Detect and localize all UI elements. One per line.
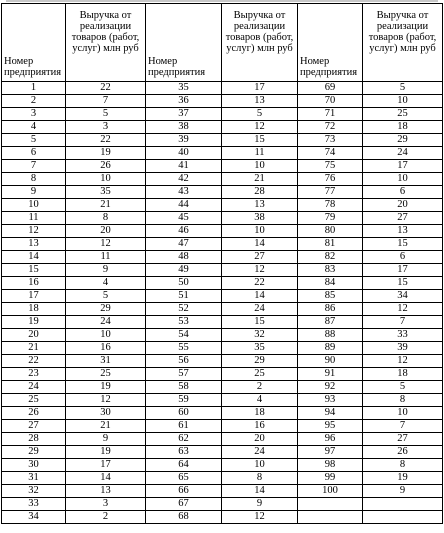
table-row: [2, 212, 443, 225]
revenue-cell: 5: [363, 381, 443, 394]
revenue-cell: 6: [363, 186, 443, 199]
table-row: [2, 251, 443, 264]
enterprise-number-cell: 89: [298, 342, 363, 355]
enterprise-number-cell: 34: [2, 511, 66, 524]
revenue-cell: 10: [66, 173, 146, 186]
revenue-cell: 10: [222, 459, 298, 472]
table-row: [2, 459, 443, 472]
table-row: [2, 316, 443, 329]
revenue-cell: 9: [363, 485, 443, 498]
enterprise-number-cell: 75: [298, 160, 363, 173]
enterprise-number-cell: 94: [298, 407, 363, 420]
revenue-cell: 9: [66, 264, 146, 277]
revenue-cell: 6: [363, 251, 443, 264]
table-row: [2, 108, 443, 121]
revenue-cell: 10: [222, 160, 298, 173]
enterprise-number-cell: 88: [298, 329, 363, 342]
enterprise-number-cell: 17: [2, 290, 66, 303]
enterprise-number-cell: 42: [146, 173, 222, 186]
revenue-cell: 20: [222, 433, 298, 446]
enterprise-number-cell: 84: [298, 277, 363, 290]
revenue-cell: 12: [66, 238, 146, 251]
enterprise-number-cell: 28: [2, 433, 66, 446]
enterprise-number-cell: 7: [2, 160, 66, 173]
enterprise-number-cell: 30: [2, 459, 66, 472]
revenue-cell: 9: [66, 433, 146, 446]
revenue-cell: 12: [222, 264, 298, 277]
header-revenue-2: Выручка от реализации товаров (работ, услуг) млн руб: [222, 4, 298, 82]
revenue-cell: 35: [66, 186, 146, 199]
enterprise-number-cell: 96: [298, 433, 363, 446]
revenue-cell: 24: [222, 446, 298, 459]
enterprise-number-cell: 56: [146, 355, 222, 368]
revenue-cell: 13: [222, 95, 298, 108]
revenue-cell: 8: [222, 472, 298, 485]
enterprise-number-cell: 49: [146, 264, 222, 277]
revenue-cell: 15: [222, 134, 298, 147]
enterprise-number-cell: 51: [146, 290, 222, 303]
enterprise-number-cell: 18: [2, 303, 66, 316]
revenue-cell: 12: [363, 355, 443, 368]
revenue-cell: 29: [222, 355, 298, 368]
enterprise-number-cell: 59: [146, 394, 222, 407]
enterprise-number-cell: 5: [2, 134, 66, 147]
enterprise-number-cell: 44: [146, 199, 222, 212]
revenue-cell: 13: [363, 225, 443, 238]
revenue-cell: 38: [222, 212, 298, 225]
revenue-cell: 11: [66, 251, 146, 264]
table-row: [2, 290, 443, 303]
enterprise-number-cell: 43: [146, 186, 222, 199]
enterprise-number-cell: 64: [146, 459, 222, 472]
revenue-cell: 3: [66, 121, 146, 134]
revenue-cell: [363, 498, 443, 511]
revenue-cell: 2: [66, 511, 146, 524]
revenue-cell: 20: [66, 225, 146, 238]
revenue-cell: 17: [363, 264, 443, 277]
revenue-cell: 19: [66, 147, 146, 160]
header-enterprise-number-2: Номер предприятия: [146, 4, 222, 82]
revenue-cell: 17: [66, 459, 146, 472]
revenue-cell: 33: [363, 329, 443, 342]
revenue-cell: 7: [363, 316, 443, 329]
enterprise-number-cell: 23: [2, 368, 66, 381]
enterprise-number-cell: 53: [146, 316, 222, 329]
enterprise-number-cell: 22: [2, 355, 66, 368]
enterprise-number-cell: 57: [146, 368, 222, 381]
table-row: [2, 147, 443, 160]
enterprise-number-cell: 45: [146, 212, 222, 225]
table-row: [2, 446, 443, 459]
revenue-cell: 25: [222, 368, 298, 381]
revenue-cell: 32: [222, 329, 298, 342]
enterprise-number-cell: 12: [2, 225, 66, 238]
enterprise-number-cell: 85: [298, 290, 363, 303]
revenue-cell: 22: [222, 277, 298, 290]
table-row: [2, 121, 443, 134]
enterprise-number-cell: 99: [298, 472, 363, 485]
enterprise-number-cell: 29: [2, 446, 66, 459]
revenue-cell: 3: [66, 498, 146, 511]
enterprise-number-cell: 4: [2, 121, 66, 134]
table-row: [2, 199, 443, 212]
revenue-cell: 11: [222, 147, 298, 160]
enterprise-number-cell: 71: [298, 108, 363, 121]
table-row: [2, 407, 443, 420]
enterprise-number-cell: 9: [2, 186, 66, 199]
revenue-cell: 15: [222, 316, 298, 329]
revenue-cell: 4: [66, 277, 146, 290]
enterprise-number-cell: 16: [2, 277, 66, 290]
header-row: [2, 4, 443, 82]
enterprise-number-cell: 80: [298, 225, 363, 238]
table-row: [2, 160, 443, 173]
enterprise-number-cell: 25: [2, 394, 66, 407]
revenue-cell: 12: [222, 121, 298, 134]
revenue-cell: 14: [66, 472, 146, 485]
table-row: [2, 225, 443, 238]
revenue-cell: 31: [66, 355, 146, 368]
enterprise-number-cell: 52: [146, 303, 222, 316]
enterprise-number-cell: 77: [298, 186, 363, 199]
revenue-cell: 8: [66, 212, 146, 225]
revenue-cell: 10: [66, 329, 146, 342]
revenue-cell: 5: [66, 290, 146, 303]
enterprise-number-cell: 10: [2, 199, 66, 212]
revenue-cell: 19: [363, 472, 443, 485]
table-row: [2, 134, 443, 147]
enterprise-number-cell: 92: [298, 381, 363, 394]
revenue-cell: 22: [66, 134, 146, 147]
enterprise-number-cell: 98: [298, 459, 363, 472]
table-row: [2, 342, 443, 355]
enterprise-number-cell: 33: [2, 498, 66, 511]
enterprise-number-cell: 62: [146, 433, 222, 446]
revenue-cell: 10: [363, 173, 443, 186]
revenue-cell: 29: [66, 303, 146, 316]
revenue-cell: 5: [66, 108, 146, 121]
revenue-cell: 14: [222, 290, 298, 303]
enterprise-number-cell: 95: [298, 420, 363, 433]
enterprise-number-cell: 60: [146, 407, 222, 420]
revenue-cell: 15: [363, 238, 443, 251]
enterprise-number-cell: 93: [298, 394, 363, 407]
revenue-cell: 12: [222, 511, 298, 524]
table-row: [2, 420, 443, 433]
revenue-cell: 7: [66, 95, 146, 108]
enterprise-number-cell: 86: [298, 303, 363, 316]
revenue-cell: 30: [66, 407, 146, 420]
enterprise-number-cell: 27: [2, 420, 66, 433]
revenue-cell: 26: [66, 160, 146, 173]
header-enterprise-number-1: Номер предприятия: [2, 4, 66, 82]
enterprise-number-cell: 36: [146, 95, 222, 108]
enterprise-number-cell: 46: [146, 225, 222, 238]
enterprise-number-cell: 1: [2, 82, 66, 95]
enterprise-number-cell: 40: [146, 147, 222, 160]
table-row: [2, 498, 443, 511]
enterprise-number-cell: 38: [146, 121, 222, 134]
table-row: [2, 264, 443, 277]
revenue-cell: 24: [66, 316, 146, 329]
enterprise-number-cell: 54: [146, 329, 222, 342]
enterprise-number-cell: 19: [2, 316, 66, 329]
revenue-cell: 9: [222, 498, 298, 511]
enterprise-number-cell: 79: [298, 212, 363, 225]
revenue-cell: 12: [66, 394, 146, 407]
revenue-cell: 7: [363, 420, 443, 433]
enterprise-number-cell: 81: [298, 238, 363, 251]
revenue-cell: 13: [222, 199, 298, 212]
revenue-cell: 25: [66, 368, 146, 381]
enterprise-number-cell: 68: [146, 511, 222, 524]
revenue-cell: 10: [222, 225, 298, 238]
revenue-cell: 34: [363, 290, 443, 303]
table-row: [2, 433, 443, 446]
table-row: [2, 95, 443, 108]
table-row: [2, 368, 443, 381]
enterprise-number-cell: 24: [2, 381, 66, 394]
revenue-cell: 16: [222, 420, 298, 433]
enterprise-number-cell: 78: [298, 199, 363, 212]
revenue-cell: 22: [66, 82, 146, 95]
enterprise-number-cell: 6: [2, 147, 66, 160]
table-row: [2, 511, 443, 524]
enterprise-number-cell: 48: [146, 251, 222, 264]
enterprise-number-cell: 74: [298, 147, 363, 160]
revenue-cell: 5: [363, 82, 443, 95]
revenue-cell: 17: [363, 160, 443, 173]
table-body: [2, 82, 443, 524]
enterprise-number-cell: 82: [298, 251, 363, 264]
revenue-cell: 14: [222, 485, 298, 498]
enterprise-number-cell: 31: [2, 472, 66, 485]
enterprise-number-cell: 72: [298, 121, 363, 134]
revenue-cell: 18: [222, 407, 298, 420]
enterprise-number-cell: 14: [2, 251, 66, 264]
revenue-cell: 8: [363, 394, 443, 407]
header-enterprise-number-3: Номер предприятия: [298, 4, 363, 82]
revenue-cell: 24: [222, 303, 298, 316]
table-row: [2, 394, 443, 407]
enterprise-number-cell: [298, 511, 363, 524]
enterprise-number-cell: 2: [2, 95, 66, 108]
revenue-cell: 19: [66, 381, 146, 394]
revenue-cell: 5: [222, 108, 298, 121]
table-row: [2, 485, 443, 498]
enterprise-number-cell: 58: [146, 381, 222, 394]
enterprise-number-cell: 91: [298, 368, 363, 381]
table-row: [2, 173, 443, 186]
table-row: [2, 329, 443, 342]
revenue-cell: 27: [363, 433, 443, 446]
enterprise-number-cell: 21: [2, 342, 66, 355]
enterprise-number-cell: 87: [298, 316, 363, 329]
revenue-cell: 27: [363, 212, 443, 225]
enterprise-number-cell: 90: [298, 355, 363, 368]
enterprise-revenue-table: [1, 3, 443, 524]
enterprise-number-cell: [298, 498, 363, 511]
enterprise-number-cell: 61: [146, 420, 222, 433]
revenue-cell: 26: [363, 446, 443, 459]
revenue-cell: 16: [66, 342, 146, 355]
enterprise-number-cell: 47: [146, 238, 222, 251]
revenue-cell: 35: [222, 342, 298, 355]
enterprise-number-cell: 65: [146, 472, 222, 485]
enterprise-number-cell: 50: [146, 277, 222, 290]
table-row: [2, 82, 443, 95]
revenue-cell: 28: [222, 186, 298, 199]
table-row: [2, 355, 443, 368]
enterprise-number-cell: 63: [146, 446, 222, 459]
table-row: [2, 472, 443, 485]
table-row: [2, 303, 443, 316]
enterprise-number-cell: 76: [298, 173, 363, 186]
enterprise-number-cell: 69: [298, 82, 363, 95]
revenue-cell: 20: [363, 199, 443, 212]
enterprise-number-cell: 73: [298, 134, 363, 147]
revenue-cell: 29: [363, 134, 443, 147]
enterprise-number-cell: 97: [298, 446, 363, 459]
table-row: [2, 238, 443, 251]
revenue-cell: 18: [363, 121, 443, 134]
enterprise-number-cell: 66: [146, 485, 222, 498]
revenue-cell: 2: [222, 381, 298, 394]
revenue-cell: 17: [222, 82, 298, 95]
enterprise-number-cell: 20: [2, 329, 66, 342]
revenue-cell: 25: [363, 108, 443, 121]
enterprise-number-cell: 83: [298, 264, 363, 277]
header-revenue-1: Выручка от реализации товаров (работ, услуг) млн руб: [66, 4, 146, 82]
revenue-cell: 27: [222, 251, 298, 264]
revenue-cell: 12: [363, 303, 443, 316]
revenue-cell: 18: [363, 368, 443, 381]
enterprise-number-cell: 8: [2, 173, 66, 186]
enterprise-number-cell: 32: [2, 485, 66, 498]
enterprise-number-cell: 11: [2, 212, 66, 225]
enterprise-number-cell: 41: [146, 160, 222, 173]
revenue-cell: 10: [363, 95, 443, 108]
revenue-cell: 10: [363, 407, 443, 420]
table-row: [2, 381, 443, 394]
revenue-cell: 13: [66, 485, 146, 498]
revenue-cell: 15: [363, 277, 443, 290]
table-row: [2, 186, 443, 199]
table-row: [2, 277, 443, 290]
revenue-cell: 21: [66, 199, 146, 212]
revenue-cell: 4: [222, 394, 298, 407]
enterprise-number-cell: 37: [146, 108, 222, 121]
revenue-cell: [363, 511, 443, 524]
revenue-cell: 14: [222, 238, 298, 251]
revenue-cell: 8: [363, 459, 443, 472]
enterprise-number-cell: 15: [2, 264, 66, 277]
enterprise-number-cell: 26: [2, 407, 66, 420]
header-revenue-3: Выручка от реализации товаров (работ, услуг) млн руб: [363, 4, 443, 82]
enterprise-number-cell: 100: [298, 485, 363, 498]
revenue-cell: 21: [222, 173, 298, 186]
enterprise-number-cell: 70: [298, 95, 363, 108]
revenue-cell: 39: [363, 342, 443, 355]
enterprise-number-cell: 39: [146, 134, 222, 147]
enterprise-number-cell: 13: [2, 238, 66, 251]
revenue-cell: 24: [363, 147, 443, 160]
enterprise-number-cell: 3: [2, 108, 66, 121]
enterprise-number-cell: 55: [146, 342, 222, 355]
enterprise-number-cell: 35: [146, 82, 222, 95]
revenue-cell: 21: [66, 420, 146, 433]
revenue-cell: 19: [66, 446, 146, 459]
enterprise-number-cell: 67: [146, 498, 222, 511]
